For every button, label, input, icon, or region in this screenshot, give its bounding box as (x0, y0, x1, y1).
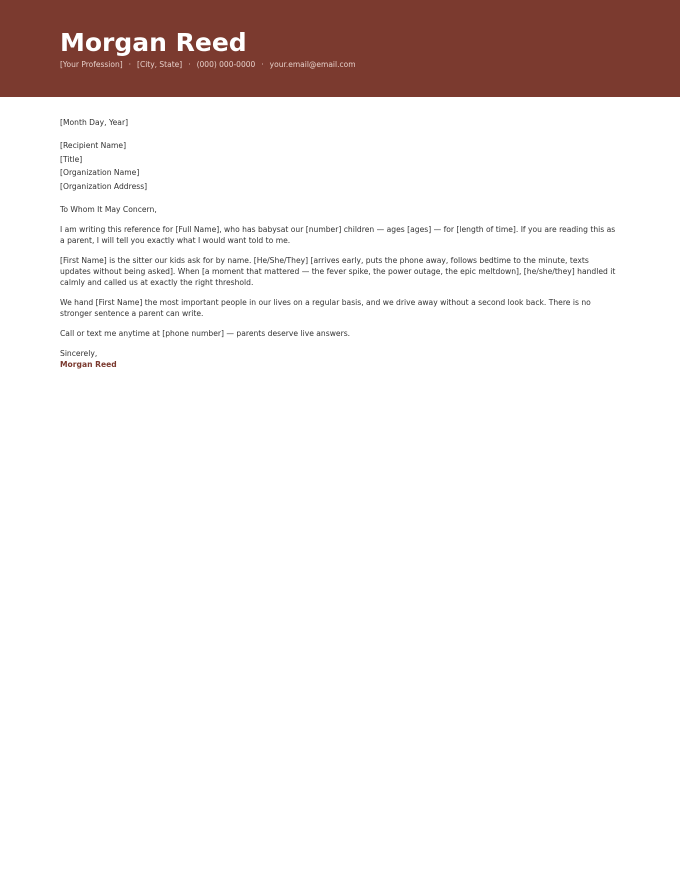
paragraph-2: [First Name] is the sitter our kids ask for by name. [He/She/They] [arrives early, puts the phone away, follows bedtime to the minute, texts updates without being asked]. When [a moment that mattered — the fever spike, the power outage, the epic meltdown], [he/she/they] handled it calmly and called us at exactly the right threshold. (60, 256, 616, 287)
header-name: Morgan Reed (60, 28, 247, 57)
paragraph-1: I am writing this reference for [Full Name], who has babysat our [number] children — ages [ages] — for [length of time]. If you are reading this as a parent, I will tell you exactly what I would want told to me. (60, 225, 616, 245)
contact-separator: · (261, 60, 264, 69)
letter-date: [Month Day, Year] (60, 118, 129, 127)
contact-line (60, 60, 356, 70)
recipient-title: [Title] (60, 154, 83, 164)
signature: Morgan Reed (60, 360, 117, 369)
paragraph-4: Call or text me anytime at [phone number] — parents deserve live answers. (60, 329, 351, 338)
header-banner (0, 0, 680, 97)
letter-body (60, 117, 620, 370)
paragraph-3: We hand [First Name] the most important people in our lives on a regular basis, and we drive away without a second look back. There is no stronger sentence a parent can write. (60, 298, 591, 318)
recipient-organization: [Organization Name] (60, 168, 140, 177)
contact-email: your.email@email.com (269, 60, 356, 69)
contact-phone: (000) 000-0000 (196, 60, 256, 69)
salutation: To Whom It May Concern, (60, 205, 157, 214)
contact-location: [City, State] (137, 60, 183, 69)
contact-separator: · (128, 60, 132, 69)
contact-profession: [Your Profession] (60, 60, 123, 69)
contact-separator: · (188, 60, 191, 69)
recipient-address: [Organization Address] (60, 181, 148, 191)
closing: Sincerely, (60, 349, 98, 358)
recipient-block (60, 139, 620, 193)
recipient-name: [Recipient Name] (60, 141, 127, 150)
